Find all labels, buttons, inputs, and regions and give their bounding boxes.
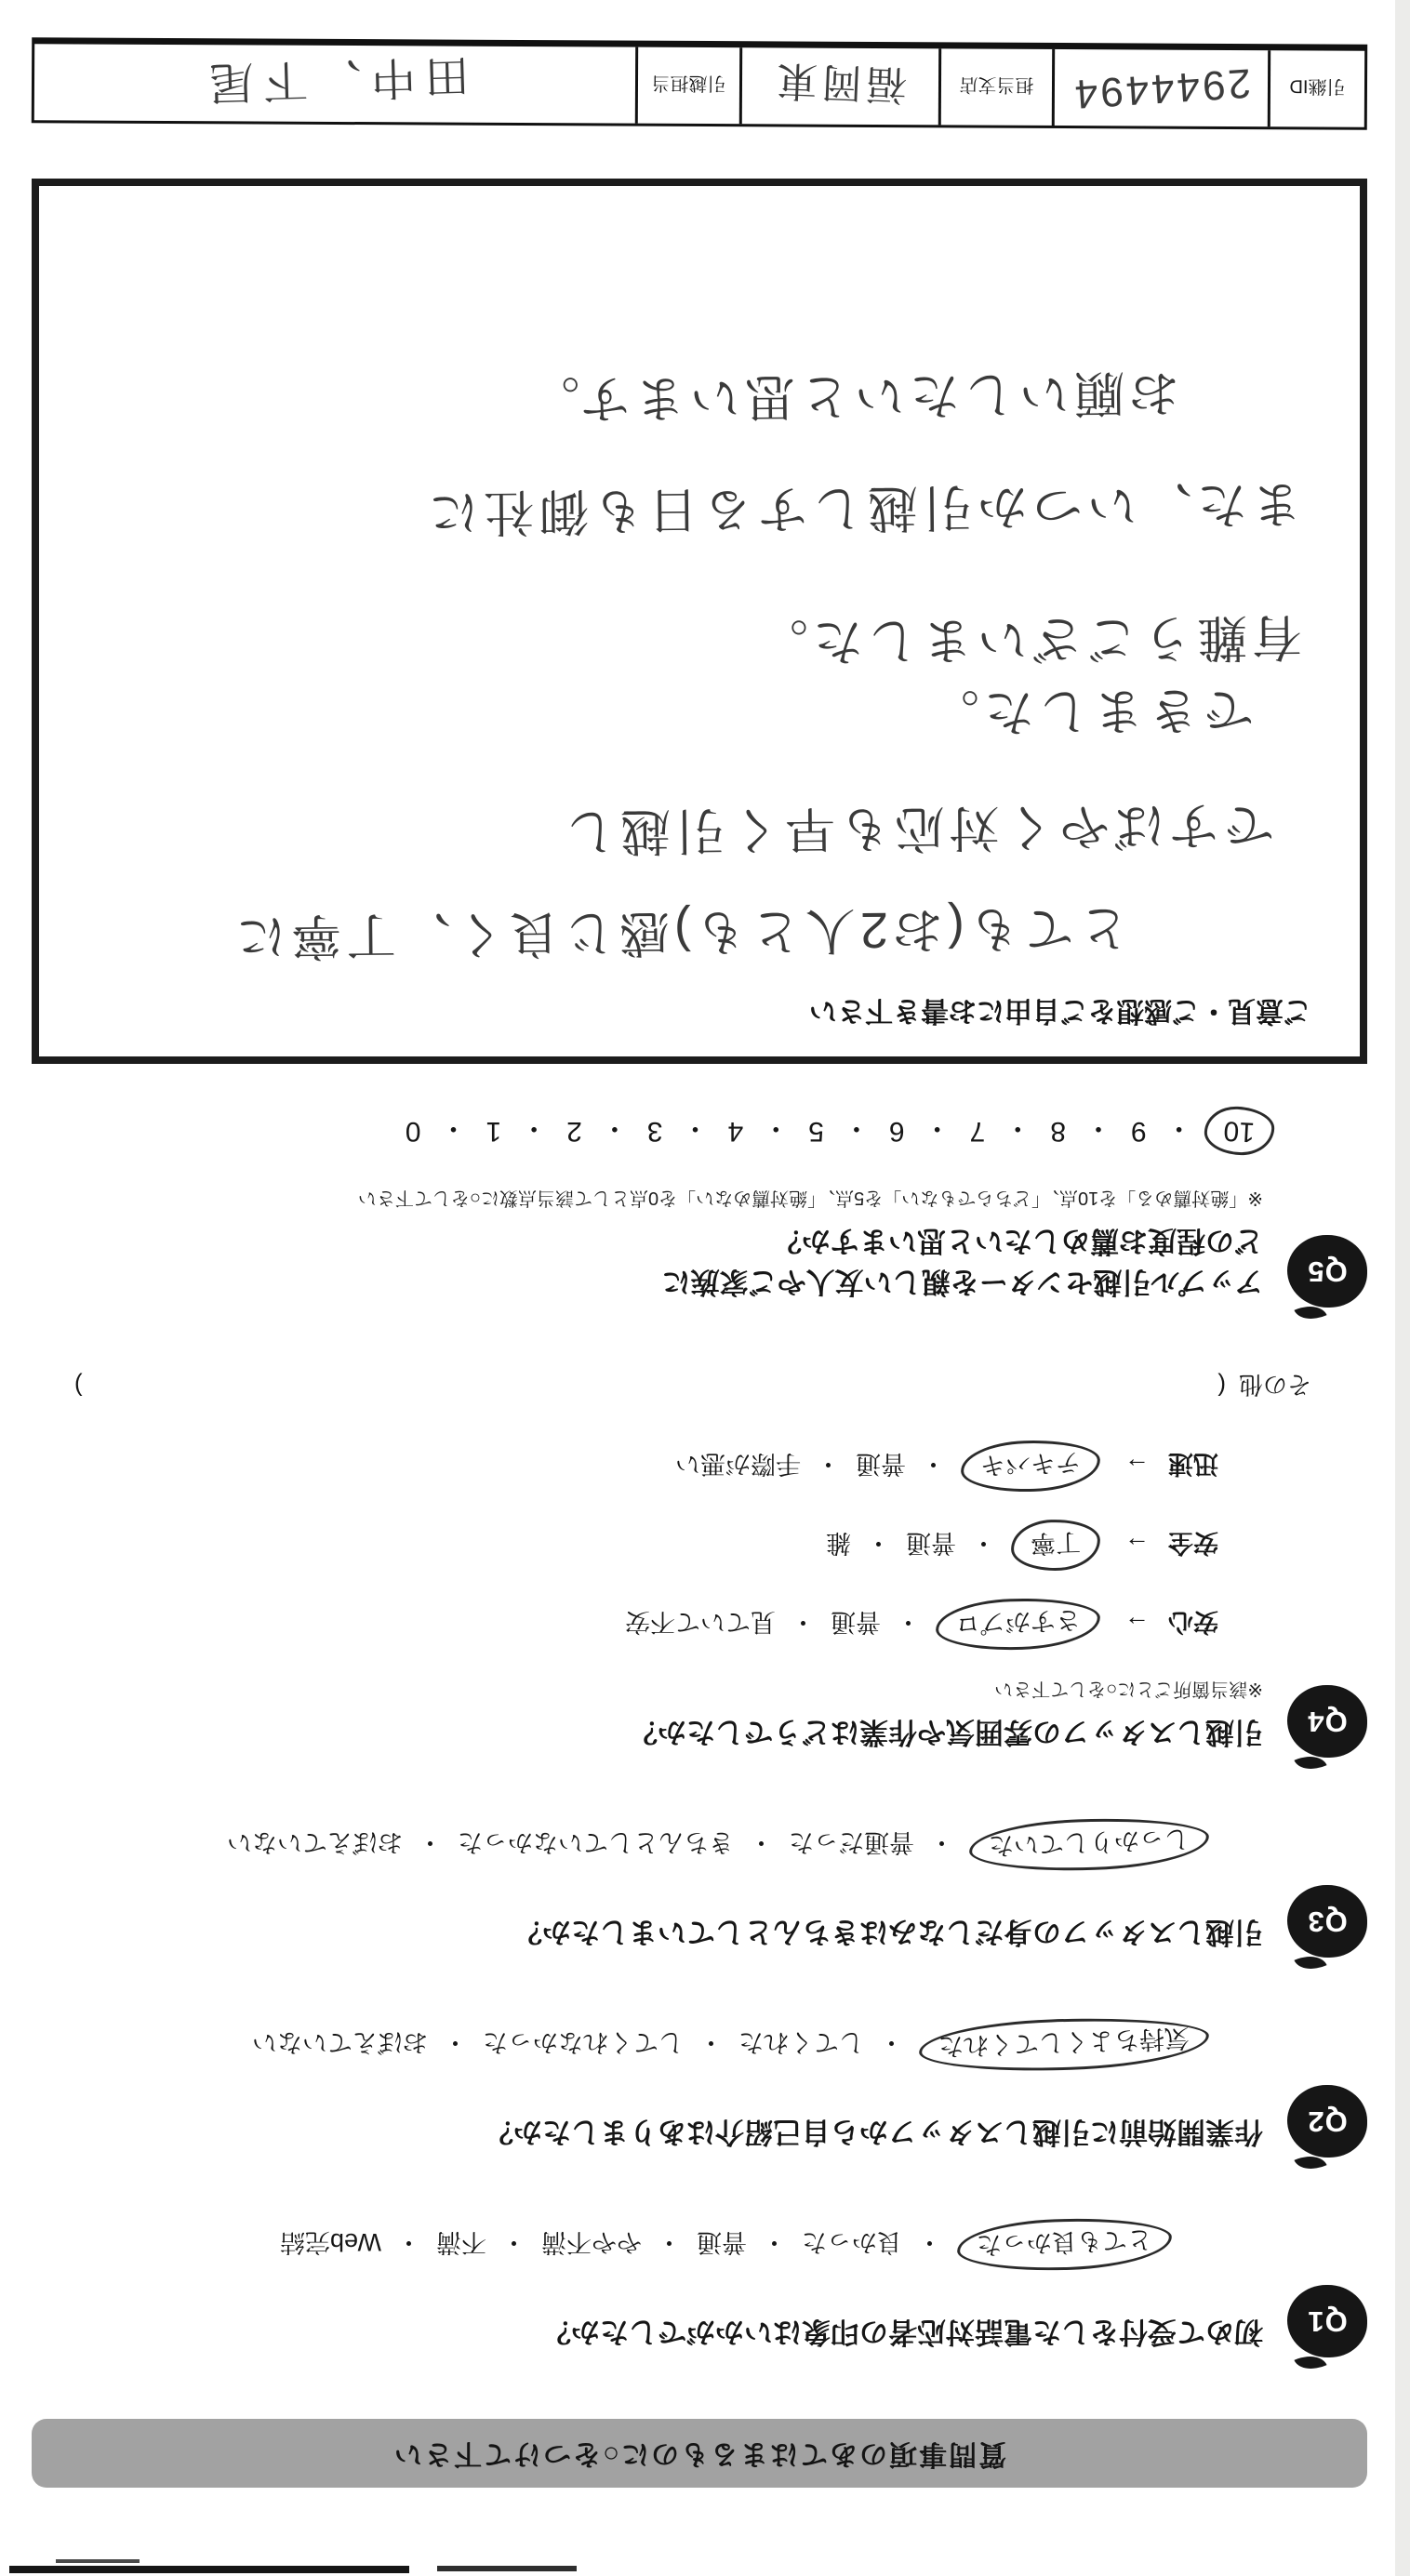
option-label: 丁寧 bbox=[1030, 1527, 1082, 1558]
q3-selected-circle bbox=[968, 1815, 1210, 1875]
mover-value bbox=[34, 44, 635, 123]
q5-text-line1: アップル引越センターを親しい友人やご家族に bbox=[661, 1265, 1263, 1298]
separator: ・ bbox=[501, 2228, 526, 2256]
q4-row-jinsoku bbox=[32, 1441, 1218, 1492]
score-9: 9 bbox=[1130, 1115, 1147, 1147]
option-label: 不満 bbox=[436, 2228, 486, 2256]
q4-row3-selected-circle bbox=[960, 1438, 1101, 1494]
option-label: おぼえていない bbox=[252, 2028, 428, 2056]
separator: ・ bbox=[443, 2028, 468, 2056]
option-label: してくれなかった bbox=[483, 2028, 684, 2056]
option-label: Web完結 bbox=[279, 2228, 381, 2256]
question-5-block bbox=[32, 1187, 1367, 1317]
option-label: おぼえていない bbox=[227, 1828, 403, 1856]
option-label: 良かった bbox=[802, 2228, 902, 2256]
q5-text-line2: どの程度お薦めしたいと思いますか？ bbox=[773, 1225, 1263, 1258]
option-label: テキパキ bbox=[979, 1447, 1082, 1480]
scan-artifact bbox=[56, 2559, 140, 2563]
separator: ・ bbox=[657, 2228, 682, 2256]
arrow-icon: → bbox=[1124, 1452, 1150, 1481]
option-label: 普通 bbox=[697, 2228, 747, 2256]
handwritten-comment-line: 有難うございました。 bbox=[752, 607, 1303, 670]
q4-row1-selected-circle bbox=[935, 1596, 1101, 1653]
q3-text: 引越しスタッフの身だしなみはきちんとしていましたか？ bbox=[513, 1916, 1263, 1948]
q2-options bbox=[32, 2019, 1209, 2070]
question-3-block bbox=[32, 1885, 1367, 1967]
option-label: とても良かった bbox=[976, 2224, 1153, 2260]
separator: ・ bbox=[396, 2228, 421, 2256]
q4-note: ※該当箇所ごとに○をして下さい bbox=[994, 1678, 1263, 1699]
q4-row-anshin bbox=[32, 1599, 1218, 1650]
q1-text: 初めて受付をした電話対応者の印象はいかがでしたか？ bbox=[542, 2316, 1263, 2348]
score-1: 1 bbox=[486, 1115, 502, 1147]
separator: ・ bbox=[791, 1607, 816, 1636]
q4-badge: Q4 bbox=[1307, 1706, 1348, 1738]
separator: ・ bbox=[600, 1111, 629, 1143]
score-8: 8 bbox=[1050, 1115, 1066, 1147]
q3-badge: Q3 bbox=[1307, 1905, 1348, 1938]
q4-text: 引越しスタッフの雰囲気や作業はどうでしたか？ bbox=[629, 1716, 1263, 1748]
comment-box-header: ご意見・ご感想をご自由にお書き下さい bbox=[809, 994, 1311, 1026]
arrow-icon: → bbox=[1124, 1531, 1150, 1560]
separator: ・ bbox=[762, 1111, 791, 1143]
handwritten-comment-line: お願いしたいと思います。 bbox=[525, 365, 1180, 428]
option-label: 見ていて不安 bbox=[625, 1607, 776, 1636]
branch-value bbox=[739, 47, 938, 125]
option-label: 気持ちよくしてくれた bbox=[938, 2024, 1191, 2061]
q5-score-scale bbox=[32, 1107, 1274, 1155]
q2-text: 作業開始前に引越しスタッフから自己紹介はありましたか？ bbox=[485, 2116, 1263, 2148]
handwritten-comment-line: とても(お2人とも)感じ良く、丁寧に bbox=[231, 898, 1130, 964]
separator: ・ bbox=[681, 1111, 710, 1143]
option-label: さすがプロ bbox=[954, 1605, 1082, 1638]
option-label: やや不満 bbox=[541, 2228, 642, 2256]
q3-options bbox=[32, 1819, 1209, 1870]
option-label: しっかりしていた bbox=[988, 1825, 1191, 1860]
apple-q4-icon bbox=[1287, 1685, 1367, 1758]
q4-other-row bbox=[74, 1369, 1311, 1403]
q1-badge: Q1 bbox=[1307, 2305, 1348, 2338]
score-0: 0 bbox=[405, 1115, 421, 1147]
question-1-block bbox=[32, 2285, 1367, 2367]
separator: ・ bbox=[749, 1828, 774, 1856]
score-6: 6 bbox=[888, 1115, 905, 1147]
separator: ・ bbox=[896, 1607, 921, 1636]
separator: ・ bbox=[923, 1111, 951, 1143]
separator: ・ bbox=[1084, 1111, 1112, 1143]
separator: ・ bbox=[879, 2028, 904, 2056]
q4-row-anzen bbox=[32, 1520, 1218, 1571]
q5-badge: Q5 bbox=[1307, 1255, 1348, 1288]
handover-id-label: 引継ID bbox=[1268, 50, 1364, 127]
arrow-icon: → bbox=[1124, 1610, 1150, 1639]
handwritten-branch: 福岡東 bbox=[772, 56, 909, 108]
q1-selected-circle bbox=[956, 2215, 1173, 2274]
handwritten-comment-line: ですばやく対応も早く引越し bbox=[560, 795, 1275, 859]
score-5: 5 bbox=[808, 1115, 824, 1147]
separator: ・ bbox=[1004, 1111, 1032, 1143]
separator: ・ bbox=[929, 1828, 954, 1856]
option-label: 普通 bbox=[856, 1449, 906, 1478]
row-label: 安全 bbox=[1168, 1528, 1218, 1557]
score-4: 4 bbox=[727, 1115, 744, 1147]
separator: ・ bbox=[842, 1111, 871, 1143]
handover-id-value bbox=[1052, 49, 1268, 126]
row-label: 迅速 bbox=[1168, 1449, 1218, 1478]
separator: ・ bbox=[762, 2228, 787, 2256]
apple-q3-icon bbox=[1287, 1885, 1367, 1958]
score-2: 2 bbox=[566, 1115, 582, 1147]
handwritten-comment-line: また、いつか引越しする日も御社に bbox=[423, 475, 1303, 541]
question-2-block bbox=[32, 2085, 1367, 2167]
separator: ・ bbox=[418, 1828, 443, 1856]
separator: ・ bbox=[439, 1111, 468, 1143]
q4-row2-selected-circle bbox=[1010, 1518, 1101, 1572]
paren-open: ( bbox=[1217, 1372, 1226, 1401]
other-label: その他 bbox=[1238, 1370, 1311, 1399]
score-3: 3 bbox=[646, 1115, 663, 1147]
option-label: 普通 bbox=[831, 1607, 881, 1636]
apple-q1-icon bbox=[1287, 2285, 1367, 2357]
separator: ・ bbox=[1164, 1111, 1193, 1143]
comment-box bbox=[32, 179, 1367, 1064]
scan-edge-shadow bbox=[1395, 0, 1410, 2576]
mover-label: 引越担当 bbox=[635, 47, 739, 125]
option-label: 手際が悪い bbox=[675, 1449, 801, 1478]
separator: ・ bbox=[866, 1528, 891, 1557]
separator: ・ bbox=[921, 1449, 946, 1478]
handwritten-id: 2944494 bbox=[1070, 60, 1253, 117]
paren-close: ) bbox=[74, 1372, 83, 1401]
score-7: 7 bbox=[969, 1115, 986, 1147]
q5-note: ※「絶対薦める」を10点、「どちらでもない」を5点、「絶対薦めない」を0点として該当点数に○をして下さい bbox=[357, 1187, 1263, 1208]
option-label: 普通だった bbox=[789, 1828, 914, 1856]
separator: ・ bbox=[698, 2028, 724, 2056]
q2-selected-circle bbox=[918, 2014, 1210, 2076]
separator: ・ bbox=[917, 2228, 942, 2256]
option-label: 普通 bbox=[906, 1528, 956, 1557]
question-4-block bbox=[32, 1678, 1367, 1767]
separator: ・ bbox=[816, 1449, 841, 1478]
option-label: してくれた bbox=[738, 2028, 864, 2056]
score-10: 10 bbox=[1222, 1114, 1256, 1148]
row-label: 安心 bbox=[1168, 1607, 1218, 1636]
survey-instructions-bar: 質問事項のあてはまるものに○をつけて下さい bbox=[32, 2419, 1367, 2488]
q1-options bbox=[32, 2219, 1172, 2270]
separator: ・ bbox=[971, 1528, 996, 1557]
handover-table bbox=[32, 37, 1367, 130]
q5-selected-score-circle bbox=[1203, 1105, 1275, 1157]
option-label: きちんとしていなかった bbox=[458, 1828, 734, 1856]
handwritten-comment-line: できました。 bbox=[924, 680, 1255, 740]
scan-artifact bbox=[9, 2566, 409, 2573]
scan-artifact bbox=[437, 2566, 577, 2571]
separator: ・ bbox=[520, 1111, 549, 1143]
option-label: 雑 bbox=[826, 1528, 851, 1557]
branch-label: 担当支店 bbox=[938, 48, 1052, 126]
handwritten-names: 田中、下尾 bbox=[199, 50, 471, 108]
apple-q2-icon bbox=[1287, 2085, 1367, 2158]
apple-q5-icon bbox=[1287, 1235, 1367, 1308]
q2-badge: Q2 bbox=[1307, 2105, 1348, 2138]
